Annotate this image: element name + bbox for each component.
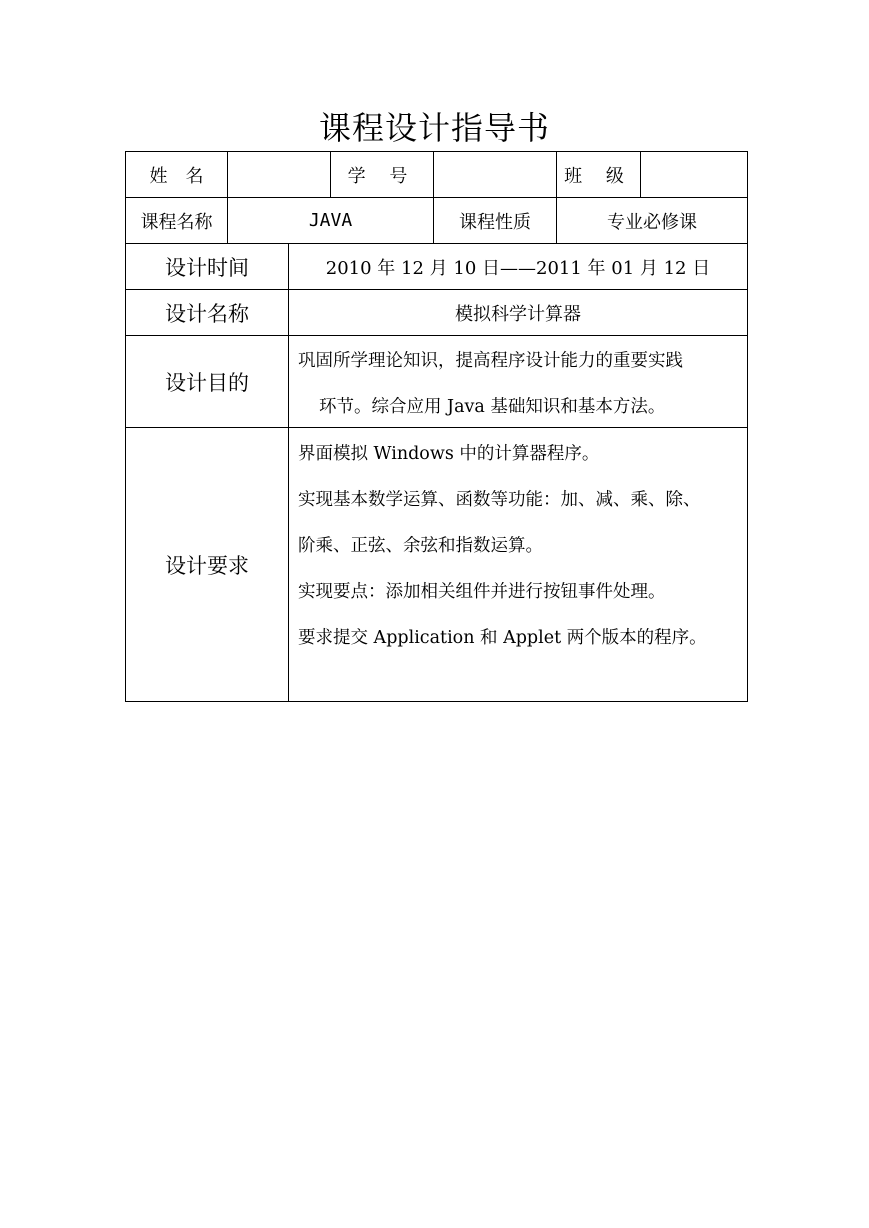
design-requirements-label: 设计要求 bbox=[165, 553, 249, 578]
name-label: 姓 名 bbox=[149, 165, 204, 187]
requirement-line: 阶乘、正弦、余弦和指数运算。 bbox=[298, 536, 543, 556]
design-time-label: 设计时间 bbox=[165, 255, 249, 280]
table-border-bottom bbox=[125, 701, 748, 702]
requirement-line: 实现基本数学运算、函数等功能：加、减、乘、除、 bbox=[298, 490, 701, 510]
course-nature-label: 课程性质 bbox=[459, 211, 531, 233]
guide-table bbox=[125, 151, 748, 702]
design-name-label: 设计名称 bbox=[165, 301, 249, 326]
class-label: 班 级 bbox=[564, 165, 633, 187]
design-purpose-line: 环节。综合应用 Java 基础知识和基本方法。 bbox=[319, 397, 666, 417]
student-id-label: 学 号 bbox=[347, 165, 417, 187]
design-name-value: 模拟科学计算器 bbox=[455, 303, 581, 325]
course-name-value: JAVA bbox=[308, 210, 353, 231]
design-purpose-line: 巩固所学理论知识，提高程序设计能力的重要实践 bbox=[298, 351, 683, 371]
requirement-line: 界面模拟 Windows 中的计算器程序。 bbox=[298, 444, 600, 464]
design-purpose-label: 设计目的 bbox=[165, 370, 249, 395]
course-name-label: 课程名称 bbox=[140, 211, 213, 233]
course-nature-value: 专业必修课 bbox=[607, 211, 697, 233]
table-border-right bbox=[747, 151, 748, 702]
student-id-value bbox=[434, 152, 556, 197]
class-value bbox=[641, 152, 747, 197]
requirement-line: 实现要点：添加相关组件并进行按钮事件处理。 bbox=[298, 582, 666, 602]
page-title: 课程设计指导书 bbox=[318, 109, 550, 147]
requirement-line: 要求提交 Application 和 Applet 两个版本的程序。 bbox=[298, 628, 707, 648]
name-value bbox=[228, 152, 330, 197]
design-time-value: 2010 年 12 月 10 日——2011 年 01 月 12 日 bbox=[325, 257, 711, 279]
